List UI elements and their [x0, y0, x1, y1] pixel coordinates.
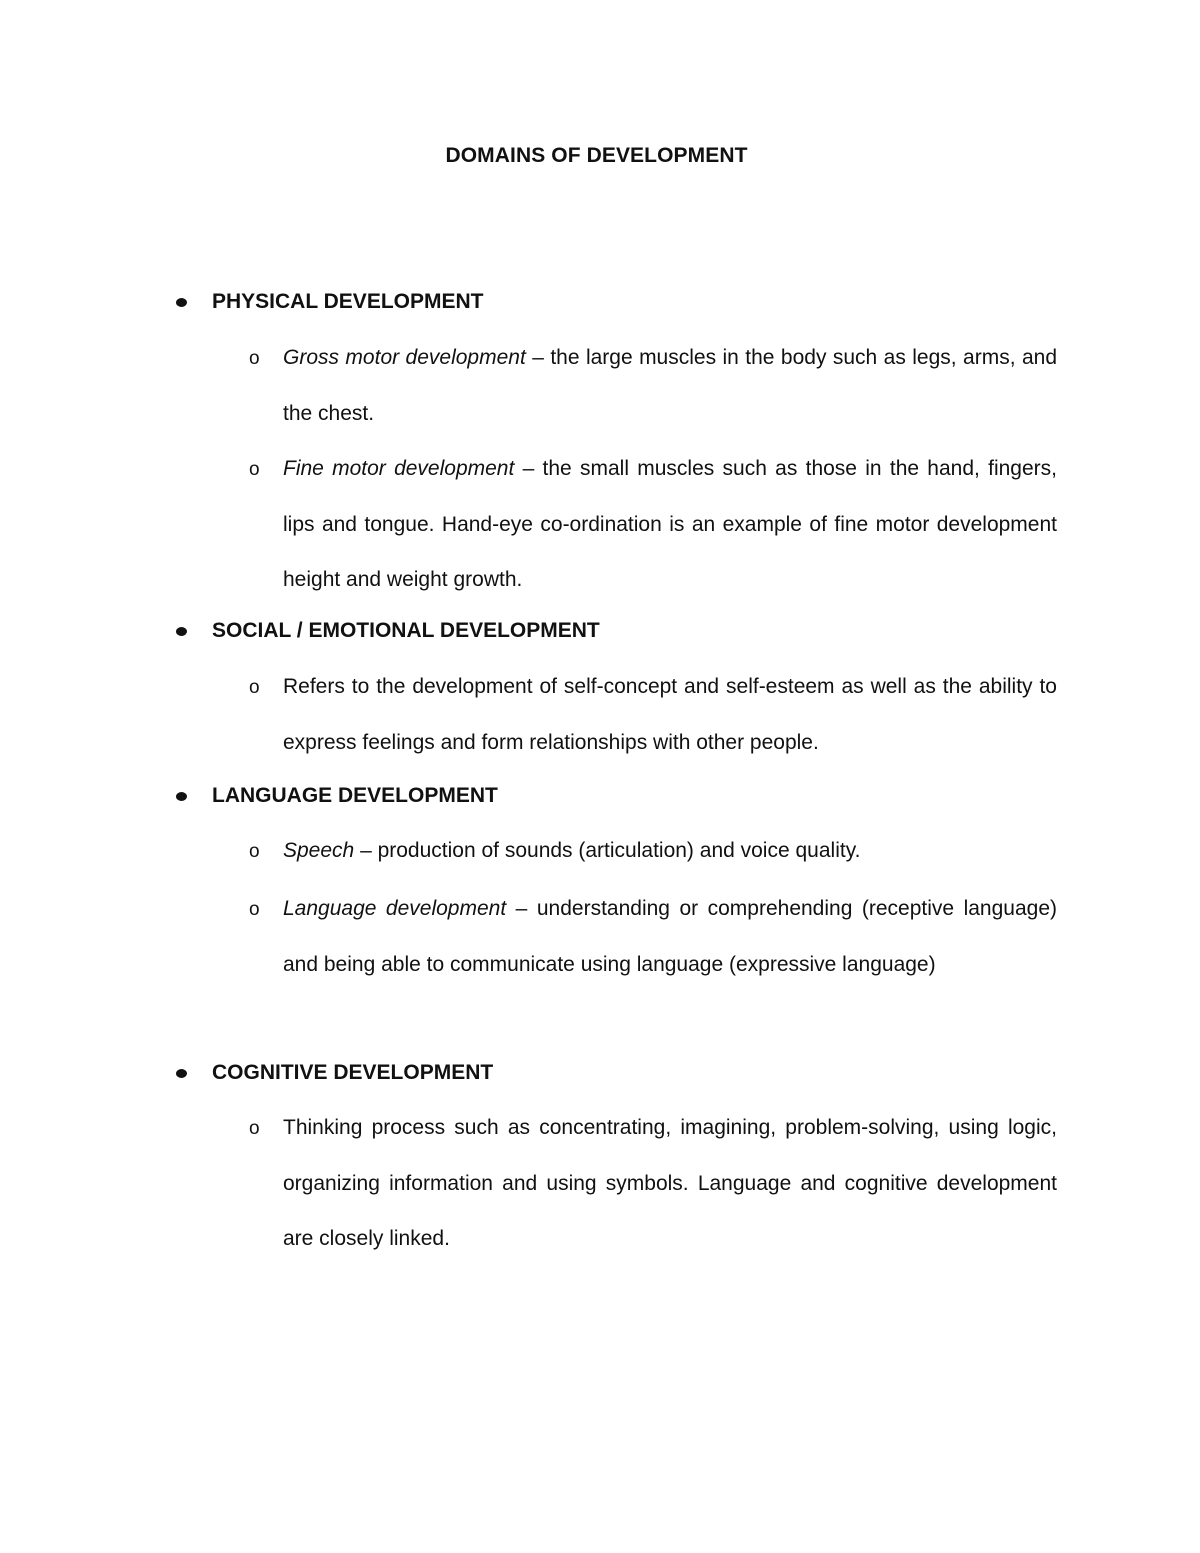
item-description: – the large muscles in the body such as legs, arms, and the chest. — [283, 346, 1058, 425]
item-term: Gross motor development — [283, 346, 526, 369]
section-heading: COGNITIVE DEVELOPMENT — [212, 1061, 494, 1084]
bullet-icon — [176, 792, 187, 801]
item-description: – understanding or comprehending (receptive language) and being able to communicate using language (expressive language) — [283, 897, 1057, 976]
bullet-icon — [176, 298, 187, 307]
item-term: Fine motor development — [283, 457, 515, 480]
list-item-text — [283, 659, 1057, 770]
bullet-icon — [176, 627, 187, 636]
list-item-text — [283, 1100, 1057, 1267]
item-term: Speech — [283, 839, 355, 862]
list-item-text — [283, 881, 1057, 992]
section-heading: PHYSICAL DEVELOPMENT — [212, 290, 484, 313]
sub-bullet-marker: o — [249, 1118, 260, 1139]
sub-bullet-marker: o — [249, 841, 260, 862]
item-description: – production of sounds (articulation) and voice quality. — [354, 839, 861, 862]
sub-bullet-marker: o — [249, 459, 260, 480]
section-heading: LANGUAGE DEVELOPMENT — [212, 784, 498, 807]
list-item-text — [283, 441, 1057, 608]
bullet-icon — [176, 1069, 187, 1078]
page-title: DOMAINS OF DEVELOPMENT — [445, 144, 748, 167]
sub-bullet-marker: o — [249, 677, 260, 698]
section-heading: SOCIAL / EMOTIONAL DEVELOPMENT — [212, 619, 600, 642]
item-description: Refers to the development of self-concept and self-esteem as well as the ability to express feelings and form relationships with other people. — [283, 675, 1057, 754]
list-item-text — [283, 330, 1057, 441]
sub-bullet-marker: o — [249, 899, 260, 920]
sub-bullet-marker: o — [249, 348, 260, 369]
item-description: – the small muscles such as those in the hand, fingers, lips and tongue. Hand-eye co-ordination is an example of fine motor development height and weight growth. — [283, 457, 1057, 591]
list-item-text — [283, 823, 1057, 879]
item-description: Thinking process such as concentrating, imagining, problem-solving, using logic, organizing information and using symbols. Language and cognitive development are closely linked. — [283, 1116, 1057, 1250]
item-term: Language development — [283, 897, 507, 920]
